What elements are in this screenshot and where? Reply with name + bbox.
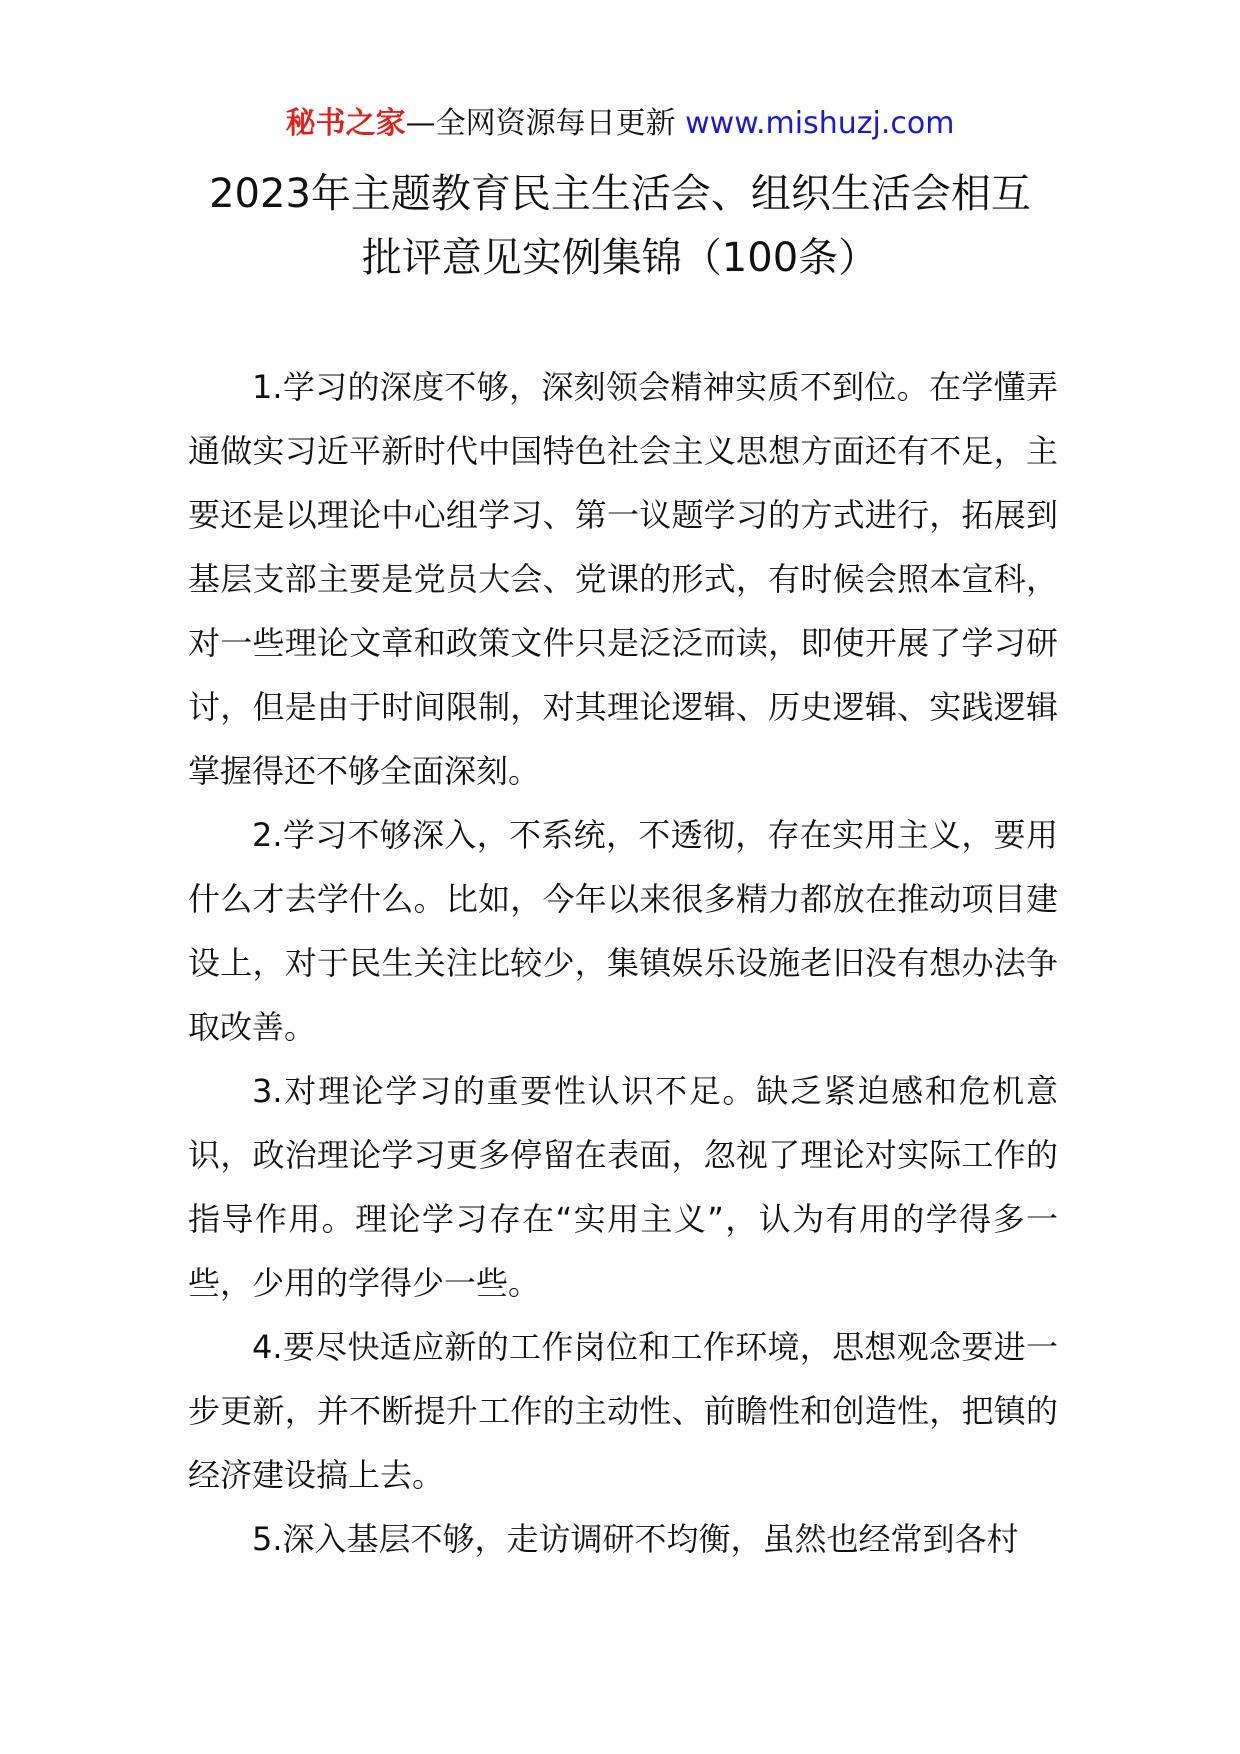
document-body: [188, 355, 1058, 1571]
paragraph-5: 5.深入基层不够，走访调研不均衡，虽然也经常到各村: [252, 1520, 1019, 1558]
site-name: 秘书之家: [285, 106, 406, 141]
paragraph-2: 2.学习不够深入，不系统，不透彻，存在实用主义，要用什么才去学什么。比如，今年以来很多精力都放在推动项目建设上，对于民生关注比较少，集镇娱乐设施老旧没有想办法争取改善。: [188, 816, 1058, 1046]
document-title-line-2: 批评意见实例集锦（100条）: [361, 235, 879, 281]
header-dash: —: [405, 106, 436, 141]
paragraph-3: 3.对理论学习的重要性认识不足。缺乏紧迫感和危机意识，政治理论学习更多停留在表面，忽视了理论对实际工作的指导作用。理论学习存在“实用主义”，认为有用的学得多一些，少用的学得少一些。: [188, 1072, 1058, 1302]
site-slogan: 全网资源每日更新: [435, 106, 686, 141]
document-title-line-1: 2023年主题教育民主生活会、组织生活会相互: [209, 171, 1031, 217]
paragraph-4: 4.要尽快适应新的工作岗位和工作环境，思想观念要进一步更新，并不断提升工作的主动性、前瞻性和创造性，把镇的经济建设搞上去。: [188, 1328, 1058, 1494]
site-header: [0, 100, 1240, 148]
paragraph-1: 1.学习的深度不够，深刻领会精神实质不到位。在学懂弄通做实习近平新时代中国特色社会主义思想方面还有不足，主要还是以理论中心组学习、第一议题学习的方式进行，拓展到基层支部主要是党员大会、党课的形式，有时候会照本宣科，对一些理论文章和政策文件只是泛泛而读，即使开展了学习研讨，但是由于时间限制，对其理论逻辑、历史逻辑、实践逻辑掌握得还不够全面深刻。: [188, 368, 1058, 790]
document-title: [160, 162, 1080, 290]
site-url-link[interactable]: www.mishuzj.com: [685, 106, 955, 141]
